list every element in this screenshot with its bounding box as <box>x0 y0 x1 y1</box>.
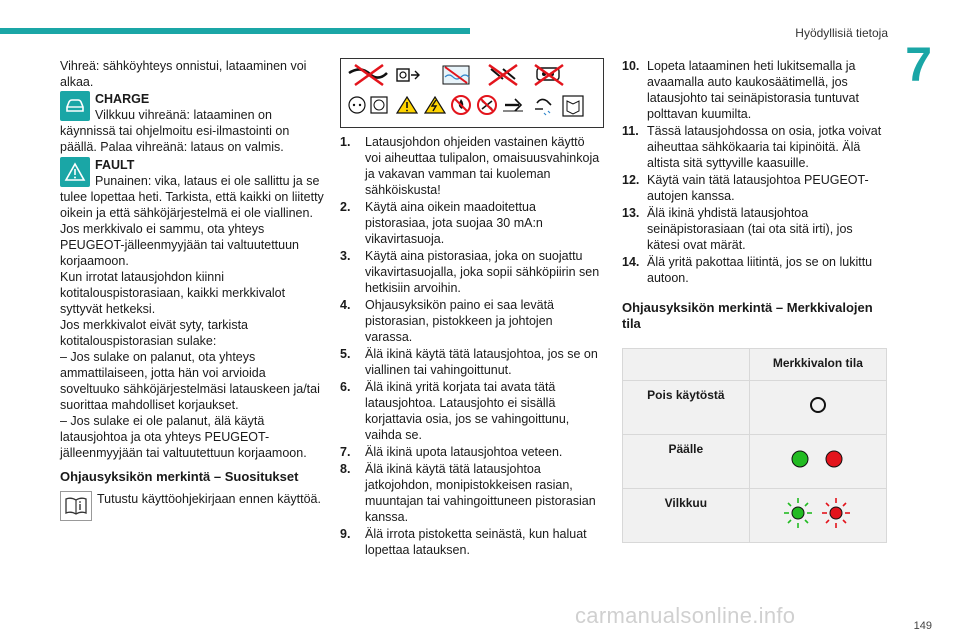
no-pull-cable-icon <box>503 99 523 111</box>
list-item: 7. Älä ikinä upota latausjohtoa veteen. <box>340 445 563 459</box>
page-header-title: Hyödyllisiä tietoja <box>795 26 888 40</box>
fault-paragraph-4: – Jos sulake on palanut, ota yhteys ammattilaiseen, jotta hän voi arvioida soveltuuko sähköjärjestelmäsi latauskeen ja/tai suorittaa mahdolliset korjaukset. <box>60 350 320 412</box>
list-item: 10. Lopeta lataaminen heti lukitsemalla ja avaamalla auto kaukosäätimellä, jos latausjohto tai seinäpistorasia tuntuvat polttavan kuumilta. <box>622 59 859 121</box>
list-item: 12. Käytä vain tätä latausjohtoa PEUGEOT-autojen kanssa. <box>622 173 869 203</box>
fault-paragraph-0: Punainen: vika, lataus ei ole sallittu ja se tulee lopettaa heti. Tarkista, että kaikki on liitetty oikein ja että sähköjärjestelmä ei ole viallinen. <box>60 174 324 220</box>
socket-icon-2 <box>371 97 387 113</box>
table-row <box>623 489 887 543</box>
led-status-table <box>622 348 887 543</box>
led-off-cell <box>749 381 886 435</box>
led-on-cell <box>749 435 886 489</box>
no-disassembly-icon <box>478 96 496 114</box>
fault-label: FAULT <box>95 158 135 172</box>
column-2 <box>340 58 602 559</box>
led-blink-cell <box>749 489 886 543</box>
list-item: 14. Älä yritä pakottaa liitintä, jos se on lukittu autoon. <box>622 255 873 285</box>
no-adapter-icon <box>535 65 563 85</box>
no-water-icon <box>443 66 469 84</box>
ground-socket-icon <box>397 69 419 81</box>
column-3 <box>622 58 887 543</box>
table-header-empty <box>623 349 750 381</box>
led-table-heading: Ohjausyksikön merkintä – Merkkivalojen tila <box>622 300 873 331</box>
charge-text: Vilkkuu vihreänä: lataaminen on käynnissä tai ohjelmoitu esi-ilmastointi on päällä. Palaa vihreänä: lataus on valmis. <box>60 108 290 154</box>
row-label-off: Pois käytöstä <box>623 381 750 435</box>
column-1 <box>60 58 325 521</box>
fault-paragraph-1: Jos merkkivalo ei sammu, ota yhteys PEUGEOT-jälleenmyyjään tai valtuutettuun korjaamoon. <box>60 222 300 268</box>
table-row <box>623 435 887 489</box>
list-item: 1. Latausjohdon ohjeiden vastainen käyttö voi aiheuttaa tulipalon, omaisuusvahinkoja ja vakavan vamman tai kuoleman sähköiskusta! <box>340 135 600 197</box>
list-item: 9. Älä irrota pistoketta seinästä, kun haluat lopettaa latauksen. <box>340 527 587 557</box>
recommendations-heading: Ohjausyksikön merkintä – Suositukset <box>60 469 299 484</box>
no-extension-cord-icon <box>349 65 387 85</box>
safety-list-1 <box>340 134 602 558</box>
list-item: 2. Käytä aina oikein maadoitettua pistorasiaa, jota suojaa 30 mA:n vikavirtasuoja. <box>340 200 543 246</box>
list-item: 8. Älä ikinä käytä tätä latausjohtoa jatkojohdon, monipistokkeisen rasian, muuntajan tai vahingoittuneen pistorasian kanssa. <box>340 462 596 524</box>
chapter-number: 7 <box>905 39 932 92</box>
recommendations-text: Tutustu käyttöohjekirjaan ennen käyttöä. <box>97 492 321 506</box>
list-item: 13. Älä ikinä yhdistä latausjohtoa seinäpistorasiaan (tai ota sitä irti), jos kätesi ovat märät. <box>622 206 853 252</box>
row-label-on: Päälle <box>623 435 750 489</box>
no-flame-icon <box>452 96 470 114</box>
list-item: 4. Ohjausyksikön paino ei saa levätä pistorasian, pistokkeen ja johtojen varassa. <box>340 298 555 344</box>
list-item: 5. Älä ikinä käytä tätä latausjohtoa, jos se on viallinen tai vahingoittunut. <box>340 347 598 377</box>
warning-electric-icon <box>425 97 445 113</box>
table-header-row <box>623 349 887 381</box>
header-accent-bar <box>0 28 470 34</box>
warning-general-icon <box>397 97 417 113</box>
no-multiplug-icon <box>489 65 517 85</box>
row-label-blink: Vilkkuu <box>623 489 750 543</box>
fault-paragraph-3: Jos merkkivalot eivät syty, tarkista kotitalouspistorasian sulake: <box>60 318 249 348</box>
no-wet-hands-icon <box>535 99 551 115</box>
charge-label: CHARGE <box>95 92 150 106</box>
control-unit-label-image <box>340 58 604 128</box>
safety-list-2 <box>622 58 887 286</box>
manual-reference-icon <box>563 96 583 116</box>
book-icon <box>60 491 92 521</box>
recommendations-block <box>60 491 325 521</box>
fault-paragraph-5: – Jos sulake ei ole palanut, älä käytä latausjohtoa ja ota yhteys PEUGEOT-jälleenmyyjään tai valtuutettuun korjaamoon. <box>60 414 307 460</box>
list-item: 3. Käytä aina pistorasiaa, joka on suojattu vikavirtasuojalla, joka sopii sähköpiirin sen hetkisiin arvoihin. <box>340 249 600 295</box>
led-on-icon <box>788 449 848 469</box>
watermark-text: carmanualsonline.info <box>575 603 796 628</box>
green-status-text: Vihreä: sähköyhteys onnistui, lataaminen voi alkaa. <box>60 59 307 89</box>
list-item: 6. Älä ikinä yritä korjata tai avata tätä latausjohtoa. Latausjohto ei sisällä korjattavia osia, jos se vahingoittunu, vaihda se. <box>340 380 570 442</box>
socket-icon-1 <box>349 97 365 113</box>
list-item: 11. Tässä latausjohdossa on osia, jotka voivat aiheuttaa sähkökaaria tai kipinöitä. Älä altista sitä syttyville kaasuille. <box>622 124 882 170</box>
page-number: 149 <box>913 620 932 632</box>
table-header-led-state: Merkkivalon tila <box>749 349 886 381</box>
led-blink-icon <box>780 496 856 530</box>
fault-paragraph-2: Kun irrotat latausjohdon kiinni kotitalouspistorasiaan, kaikki merkkivalot syttyvät hetkeksi. <box>60 270 286 316</box>
table-row <box>623 381 887 435</box>
led-off-icon <box>808 395 828 415</box>
